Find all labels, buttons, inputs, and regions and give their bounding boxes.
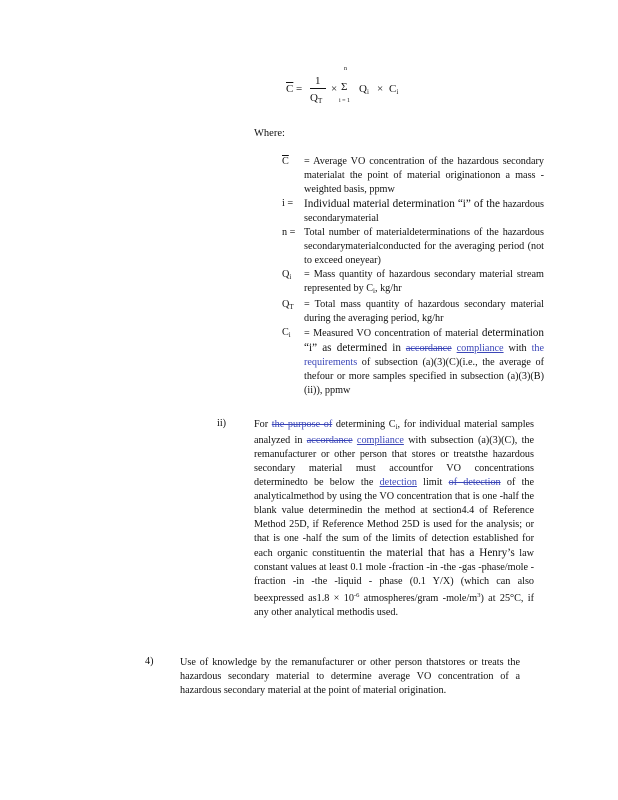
definition-text-emphasis: determination “i” as determined in	[304, 327, 544, 354]
deleted-text: of detection	[448, 477, 501, 488]
definition-text: = Average VO concentration of the hazardous secondary materialat the point of material originationon a mass -weighted basis, ppmw	[304, 156, 544, 195]
deleted-text: the purpose of	[271, 419, 333, 430]
sum-upper-limit: n	[344, 66, 347, 72]
formula-lhs: $\overline{C}$	[286, 83, 294, 95]
inserted-text: the requirements	[304, 343, 545, 368]
sum-lower-limit: i = 1	[339, 98, 351, 104]
where-label: Where:	[254, 128, 285, 139]
definition-text: = Measured VO concentration of material	[304, 328, 479, 339]
variable-definitions	[282, 155, 544, 398]
definition-symbol: Q	[282, 299, 290, 310]
item-4-paragraph: Use of knowledge by the remanufacturer or other person thatstores or treats the hazardous secondary material to determine average VO concentration of a hazardous secondary material at the point of material origination.	[180, 657, 520, 696]
fraction-bar	[310, 88, 326, 89]
formula-q: $Q_i$	[359, 83, 369, 96]
definition-text-emphasis: Individual material determination “i” of the	[304, 198, 500, 210]
inserted-text: compliance	[456, 343, 504, 354]
definition-ci: $C_i$ = Measured VO concentration of material determination “i” as determined in accordance compliance with the requirements of subsection (a)(3)(C)(i.e., the average of thefour or more samples specified in subsection (a)(3)(B)(ii)), ppmw	[282, 327, 545, 396]
formula-denominator: $Q_T$	[310, 92, 323, 105]
definition-qi: $Q_i$ = Mass quantity of hazardous secondary material stream represented by $C_i$, kg/hr	[282, 269, 544, 295]
formula-equals: =	[296, 83, 303, 95]
deleted-text: accordance	[306, 435, 353, 446]
definition-text: Total number of materialdeterminations of the hazardous secondarymaterialconducted for the averaging period (not to exceed oneyear)	[304, 227, 544, 266]
inserted-text: compliance	[356, 435, 404, 446]
sigma-symbol: Σ	[341, 81, 348, 93]
definition-text: = Total mass quantity of hazardous secondary material during the averaging period, kg/hr	[304, 299, 544, 324]
definition-symbol: Q	[282, 269, 290, 280]
definition-n	[282, 226, 544, 268]
item-ii-paragraph: For the purpose of determining $C_i$, for individual material samples analyzed in accordance compliance with subsection (a)(3)(C), the remanufacturer or other person that stores or treatsthe hazardous secondary material must accountfor VO concentrations determinedto be below the detection limit of detection of the analyticalmethod by using the VO concentration that is one -half the blank value determinedin the method at section4.4 of Reference Method 25D, if Reference Method 25D is used for the analysis; or that is one -half the sum of the limits of detection established for each organic constituentin the material that has a Henry’s law constant values at least 0.1 mole -fraction -in -the -gas -phase/mole -fraction -in -the -liquid - phase (0.1 Y/X) (which can also beexpressed $as1.8 \times 10^{-6}$ atmospheres/gram $-mole/m^3$) at 25°C, if any other analytical methodis used.	[254, 419, 535, 618]
definition-qt: $Q_T$ = Total mass quantity of hazardous secondary material during the averaging period, kg/hr	[282, 299, 544, 324]
definition-symbol: n =	[282, 227, 296, 238]
definition-symbol: C	[282, 327, 289, 338]
formula-times-1: ×	[331, 83, 338, 95]
paragraph-text-emphasis: material that has a Henry’s	[386, 547, 515, 559]
definition-i	[282, 197, 544, 226]
average-concentration-formula	[286, 66, 406, 112]
definition-text: = Mass quantity of hazardous secondary material stream represented by C	[304, 269, 544, 294]
formula-times-2: ×	[377, 83, 384, 95]
definition-symbol: $\overline{C}$	[282, 156, 289, 167]
item-4-label: 4)	[145, 656, 154, 667]
definition-symbol: i =	[282, 198, 294, 209]
definition-text: hazardous secondarymaterial	[304, 199, 545, 224]
deleted-text: accordance	[405, 343, 452, 354]
formula-numerator: 1	[315, 75, 321, 87]
definition-c-bar	[282, 155, 544, 197]
formula-c: $C_i$	[389, 83, 399, 96]
item-ii-label: ii)	[217, 418, 227, 429]
inserted-text: detection	[379, 477, 417, 488]
